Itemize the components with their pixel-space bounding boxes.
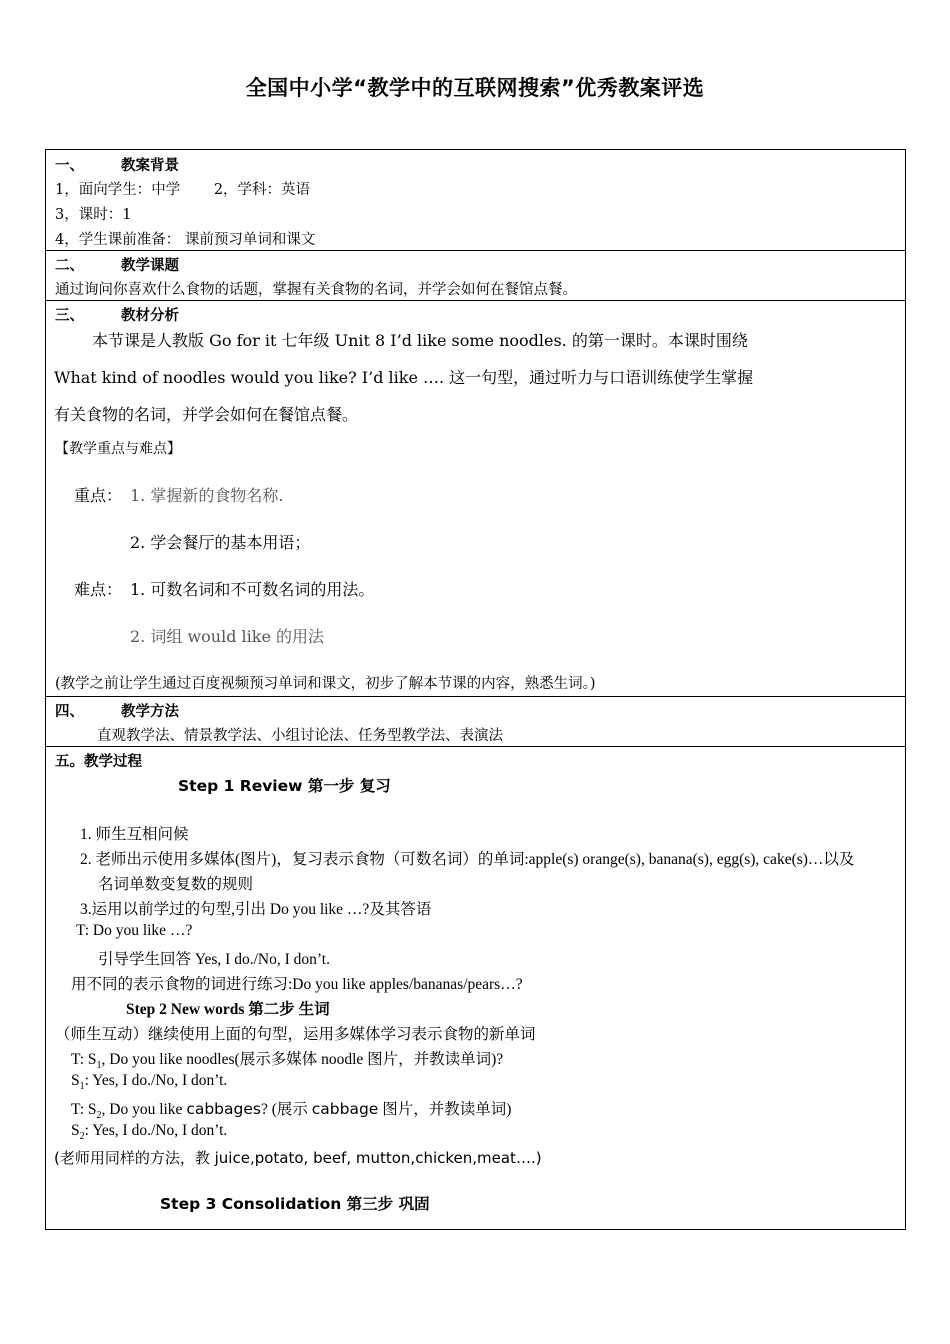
paragraph-line: 有关食物的名词，并学会如何在餐馆点餐。 <box>54 405 359 424</box>
dialog-line <box>71 1072 228 1093</box>
list-item: 2. 老师出示使用多媒体(图片)，复习表示食物（可数名词）的单词:apple(s) orange(s), banana(s), egg(s), cake(s)…以及 <box>80 851 855 868</box>
section-heading: 教学方法 <box>121 704 179 720</box>
text-line: 1，面向学生：中学 2，学科：英语 <box>55 182 311 198</box>
dialog-line: T: Do you like …? <box>76 922 193 939</box>
text-line: 4，学生课前准备： 课前预习单词和课文 <box>55 232 316 248</box>
dialog-speaker: T: S <box>71 1051 97 1068</box>
difficulty-item: 1. 可数名词和不可数名词的用法。 <box>130 580 375 599</box>
subscript: 2 <box>79 1131 85 1143</box>
section-heading: 教学课题 <box>121 258 179 274</box>
section-methods <box>46 696 905 747</box>
preview-note: (教学之前让学生通过百度视频预习单词和课文，初步了解本节课的内容，熟悉生词。) <box>55 676 596 692</box>
dialog-text: : Yes, I do./No, I don’t. <box>84 1122 228 1139</box>
section-analysis <box>46 300 905 697</box>
vocab-word: cabbages <box>186 1100 261 1118</box>
key-point-item: 2. 学会餐厅的基本用语； <box>130 533 311 552</box>
step-heading: Step 2 New words 第二步 生词 <box>126 1001 330 1018</box>
list-item: 1. 师生互相问候 <box>80 826 189 843</box>
text-line: 3，课时：1 <box>55 207 132 223</box>
list-item: 名词单数变复数的规则 <box>98 876 254 893</box>
section-heading: 教案背景 <box>121 158 179 174</box>
section-number: 一、 <box>55 158 84 174</box>
difficulty-label: 难点： <box>74 580 123 599</box>
dialog-line <box>71 1097 512 1122</box>
section-topic <box>46 250 905 301</box>
paragraph-line: What kind of noodles would you like? I’d like …. 这一句型，通过听力与口语训练使学生掌握 <box>54 368 754 387</box>
list-item: 3.运用以前学过的句型,引出 Do you like …?及其答语 <box>80 901 432 918</box>
section-background <box>46 150 905 251</box>
text-line: （师生互动）继续使用上面的句型，运用多媒体学习表示食物的新单词 <box>55 1026 536 1043</box>
key-point-label: 重点： <box>74 486 123 505</box>
dialog-line <box>71 1047 504 1072</box>
dialog-text: : Yes, I do./No, I don’t. <box>84 1072 228 1089</box>
step-heading: Step 3 Consolidation 第三步 巩固 <box>160 1195 430 1213</box>
dialog-speaker: T: S <box>71 1101 97 1118</box>
subscript: 1 <box>96 1060 102 1072</box>
text-line: (老师用同样的方法，教 juice,potato, beef, mutton,chicken,meat….) <box>54 1149 542 1167</box>
dialog-text: 图片，并教读单词) <box>378 1101 512 1118</box>
difficulty-item: 2. 词组 would like 的用法 <box>130 627 325 646</box>
paragraph-line: 本节课是人教版 Go for it 七年级 Unit 8 I’d like some noodles. 的第一课时。本课时围绕 <box>92 331 748 350</box>
dialog-speaker: S <box>71 1122 80 1139</box>
section-heading: 五。教学过程 <box>55 754 142 770</box>
dialog-speaker: S <box>71 1072 80 1089</box>
section-heading: 教材分析 <box>121 308 179 324</box>
page-title: 全国中小学“教学中的互联网搜索”优秀教案评选 <box>245 76 705 100</box>
vocab-word: cabbage <box>311 1100 379 1118</box>
key-points-heading: 【教学重点与难点】 <box>55 441 181 457</box>
section-process <box>46 746 905 1229</box>
text-line: 用不同的表示食物的词进行练习:Do you like apples/bananas/pears…? <box>71 976 523 993</box>
dialog-text: , Do you like <box>101 1101 187 1118</box>
subscript: 1 <box>79 1081 85 1093</box>
lesson-plan-table <box>45 149 906 1230</box>
step-heading: Step 1 Review 第一步 复习 <box>178 777 391 795</box>
section-number: 三、 <box>55 308 84 324</box>
dialog-text: ? (展示 <box>260 1101 312 1118</box>
text-line: 通过询问你喜欢什么食物的话题，掌握有关食物的名词，并学会如何在餐馆点餐。 <box>55 282 577 298</box>
subscript: 2 <box>96 1110 102 1122</box>
dialog-line <box>71 1122 228 1143</box>
section-number: 二、 <box>55 258 84 274</box>
key-point-item: 1. 掌握新的食物名称. <box>130 486 284 505</box>
section-number: 四、 <box>55 704 84 720</box>
text-line: 直观教学法、情景教学法、小组讨论法、任务型教学法、表演法 <box>97 728 503 744</box>
dialog-text: , Do you like noodles(展示多媒体 noodle 图片，并教读单词)? <box>101 1051 504 1068</box>
text-line: 引导学生回答 Yes, I do./No, I don’t. <box>98 951 330 968</box>
